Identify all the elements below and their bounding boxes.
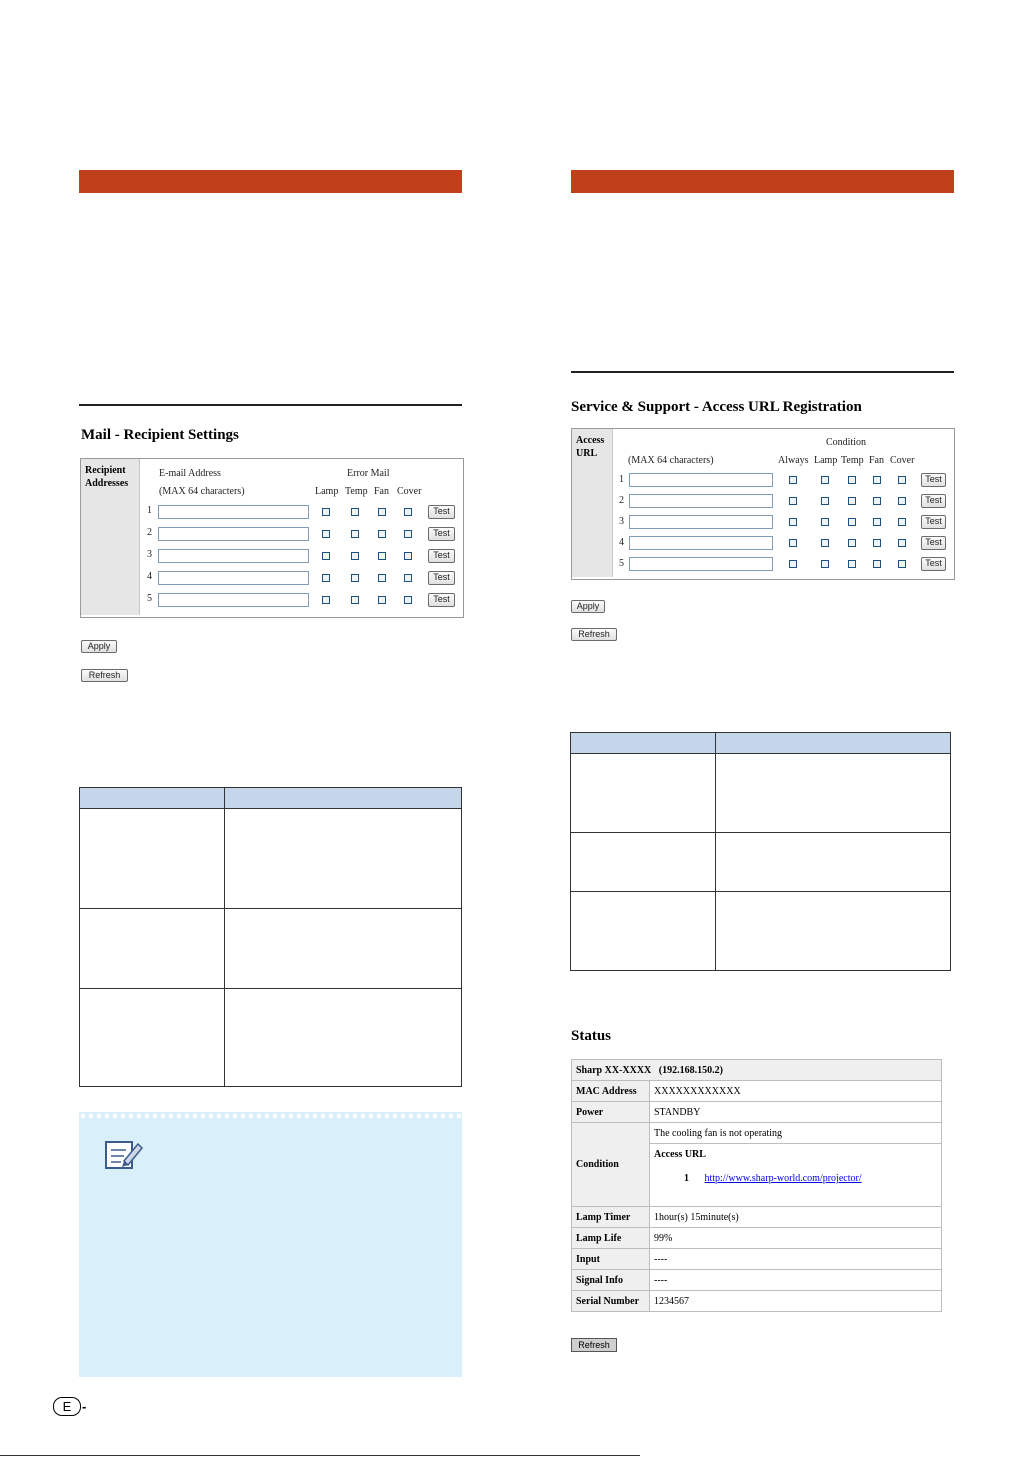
row-number: 3 [619,516,624,527]
status-title: Status [571,1028,612,1044]
fan-checkbox[interactable] [378,552,386,560]
input-label: Input [572,1249,650,1270]
serial-number-value: 1234567 [650,1291,942,1312]
access-url-cell [650,1144,942,1207]
description-table-left [79,787,462,1087]
url-field[interactable] [629,515,773,529]
email-field[interactable] [158,505,309,519]
access-url-label: Access URL [572,429,613,577]
status-table [571,1059,942,1312]
test-button[interactable]: Test [428,571,455,585]
fan-checkbox[interactable] [873,476,881,484]
lamp-checkbox[interactable] [322,552,330,560]
cond-header-fan: Fan [869,455,884,466]
power-value: STANDBY [650,1102,942,1123]
lamp-checkbox[interactable] [821,476,829,484]
temp-checkbox[interactable] [848,539,856,547]
lamp-life-label: Lamp Life [572,1228,650,1249]
cond-header-cover: Cover [397,486,422,497]
lamp-life-value: 99% [650,1228,942,1249]
temp-checkbox[interactable] [351,508,359,516]
fan-checkbox[interactable] [378,574,386,582]
url-field[interactable] [629,494,773,508]
lamp-timer-label: Lamp Timer [572,1207,650,1228]
section-divider-right [571,371,954,373]
cover-checkbox[interactable] [404,574,412,582]
row-number: 1 [147,505,152,516]
access-url-index: 1 [684,1173,689,1184]
signal-info-label: Signal Info [572,1270,650,1291]
refresh-button[interactable]: Refresh [571,628,617,641]
url-row [572,515,952,529]
test-button[interactable]: Test [921,515,946,529]
mail-settings-title: Mail - Recipient Settings [81,427,239,443]
cond-header-temp: Temp [841,455,864,466]
lamp-checkbox[interactable] [322,508,330,516]
url-field[interactable] [629,473,773,487]
serial-number-label: Serial Number [572,1291,650,1312]
access-url-heading: Access URL [654,1149,706,1160]
power-label: Power [572,1102,650,1123]
url-row [572,494,952,508]
test-button[interactable]: Test [921,557,946,571]
page-marker [53,1397,86,1416]
test-button[interactable]: Test [921,536,946,550]
temp-checkbox[interactable] [848,497,856,505]
lamp-checkbox[interactable] [322,530,330,538]
status-refresh-button[interactable]: Refresh [571,1338,617,1352]
temp-checkbox[interactable] [848,560,856,568]
test-button[interactable]: Test [921,473,946,487]
max-chars-note: (MAX 64 characters) [159,486,245,497]
condition-value: The cooling fan is not operating [650,1123,942,1144]
url-row [572,557,952,571]
input-value: ---- [650,1249,942,1270]
lamp-timer-value: 1hour(s) 15minute(s) [650,1207,942,1228]
cond-header-lamp: Lamp [814,455,838,466]
error-mail-header: Error Mail [347,468,390,479]
recipient-row [81,571,461,585]
lamp-checkbox[interactable] [821,539,829,547]
row-number: 2 [147,527,152,538]
cover-checkbox[interactable] [404,508,412,516]
email-address-header: E-mail Address [159,468,221,479]
email-field[interactable] [158,593,309,607]
cond-header-lamp: Lamp [315,486,339,497]
recipient-row [81,549,461,563]
mail-recipient-panel [80,458,464,618]
test-button[interactable]: Test [428,505,455,519]
lamp-checkbox[interactable] [821,518,829,526]
lamp-checkbox[interactable] [322,596,330,604]
temp-checkbox[interactable] [848,476,856,484]
temp-checkbox[interactable] [351,530,359,538]
lamp-checkbox[interactable] [322,574,330,582]
row-number: 2 [619,495,624,506]
fan-checkbox[interactable] [873,560,881,568]
test-button[interactable]: Test [428,527,455,541]
recipient-addresses-label: Recipient Addresses [81,459,140,615]
email-field[interactable] [158,571,309,585]
cover-checkbox[interactable] [898,560,906,568]
status-header: Sharp XX-XXXX (192.168.150.2) [572,1060,942,1081]
recipient-row [81,593,461,607]
row-number: 3 [147,549,152,560]
url-row [572,536,952,550]
access-url-link[interactable]: http://www.sharp-world.com/projector/ [704,1173,862,1184]
fan-checkbox[interactable] [378,508,386,516]
fan-checkbox[interactable] [873,518,881,526]
page-marker-dash: - [82,1399,87,1414]
cover-checkbox[interactable] [404,552,412,560]
email-field[interactable] [158,527,309,541]
refresh-button[interactable]: Refresh [81,669,128,682]
cond-header-cover: Cover [890,455,915,466]
url-field[interactable] [629,557,773,571]
cover-checkbox[interactable] [404,596,412,604]
always-checkbox[interactable] [789,518,797,526]
temp-checkbox[interactable] [351,596,359,604]
note-box [79,1112,462,1377]
fan-checkbox[interactable] [378,530,386,538]
test-button[interactable]: Test [921,494,946,508]
url-field[interactable] [629,536,773,550]
apply-button[interactable]: Apply [81,640,117,653]
fan-checkbox[interactable] [873,539,881,547]
lamp-checkbox[interactable] [821,560,829,568]
cond-header-temp: Temp [345,486,368,497]
section-header-bar-left [79,170,462,193]
fan-checkbox[interactable] [873,497,881,505]
temp-checkbox[interactable] [351,552,359,560]
cover-checkbox[interactable] [898,497,906,505]
row-number: 4 [147,571,152,582]
row-number: 1 [619,474,624,485]
section-divider-left [79,404,462,406]
mac-address-value: XXXXXXXXXXXX [650,1081,942,1102]
condition-label: Condition [572,1123,650,1207]
test-button[interactable]: Test [428,549,455,563]
bottom-rule [0,1455,640,1456]
access-url-panel [571,428,955,580]
fan-checkbox[interactable] [378,596,386,604]
always-checkbox[interactable] [789,539,797,547]
row-number: 5 [619,558,624,569]
note-box-perforation [79,1112,462,1120]
row-number: 4 [619,537,624,548]
apply-button[interactable]: Apply [571,600,605,613]
cover-checkbox[interactable] [404,530,412,538]
condition-header: Condition [826,437,867,448]
test-button[interactable]: Test [428,593,455,607]
cond-header-always: Always [778,455,809,466]
always-checkbox[interactable] [789,497,797,505]
service-support-title: Service & Support - Access URL Registration [571,399,862,415]
max-chars-note: (MAX 64 characters) [628,455,714,466]
cover-checkbox[interactable] [898,539,906,547]
cover-checkbox[interactable] [898,476,906,484]
lamp-checkbox[interactable] [821,497,829,505]
section-header-bar-right [571,170,954,193]
row-number: 5 [147,593,152,604]
signal-info-value: ---- [650,1270,942,1291]
email-field[interactable] [158,549,309,563]
page-marker-letter: E [53,1397,81,1416]
pencil-icon [104,1136,144,1172]
recipient-row [81,527,461,541]
cond-header-fan: Fan [374,486,389,497]
description-table-right [570,732,951,971]
temp-checkbox[interactable] [848,518,856,526]
mac-address-label: MAC Address [572,1081,650,1102]
cover-checkbox[interactable] [898,518,906,526]
access-url-entry [654,1173,937,1184]
always-checkbox[interactable] [789,476,797,484]
temp-checkbox[interactable] [351,574,359,582]
recipient-row [81,505,461,519]
url-row [572,473,952,487]
always-checkbox[interactable] [789,560,797,568]
